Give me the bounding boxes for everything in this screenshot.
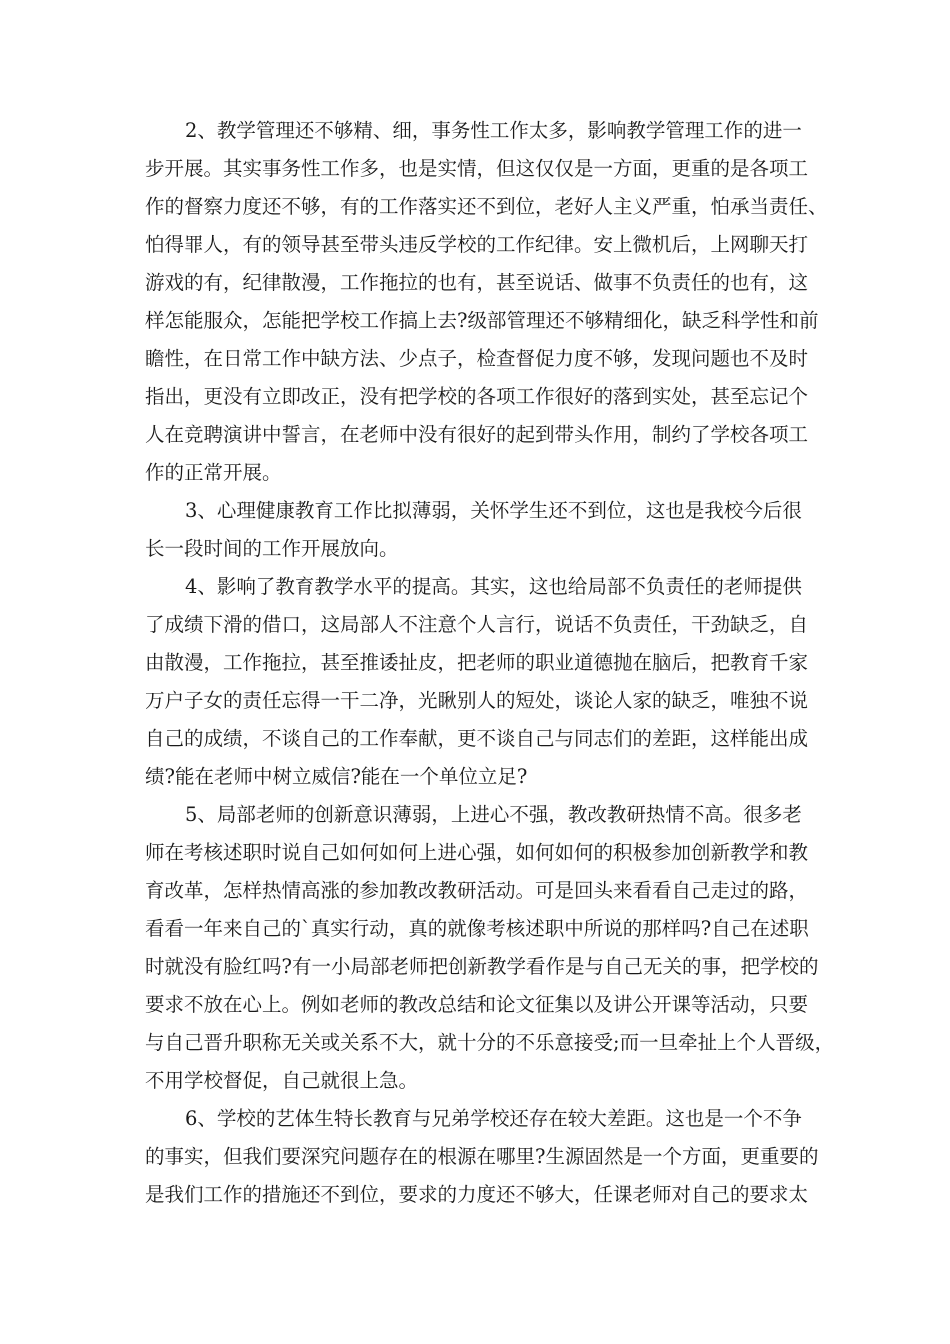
paragraph-teaching-quality (145, 568, 809, 796)
text-line: 3、心理健康教育工作比拟薄弱，关怀学生还不到位，这也是我校今后很 (185, 499, 802, 522)
text-line: 自己的成绩，不谈自己的工作奉献，更不谈自己与同志们的差距，这样能出成 (145, 727, 809, 750)
text-line: 万户子女的责任忘得一干二净，光瞅别人的短处，谈论人家的缺乏，唯独不说 (145, 689, 809, 712)
text-line: 游戏的有，纪律散漫，工作拖拉的也有，甚至说话、做事不负责任的也有，这 (145, 271, 809, 294)
text-line: 6、学校的艺体生特长教育与兄弟学校还存在较大差距。这也是一个不争 (185, 1107, 802, 1130)
text-line: 指出，更没有立即改正，没有把学校的各项工作很好的落到实处，甚至忘记个 (145, 385, 809, 408)
text-line: 长一段时间的工作开展放向。 (145, 537, 399, 560)
text-line: 是我们工作的措施还不到位，要求的力度还不够大，任课老师对自己的要求太 (145, 1183, 809, 1206)
text-line: 人在竞聘演讲中誓言，在老师中没有很好的起到带头作用，制约了学校各项工 (145, 423, 809, 446)
paragraph-arts-sports (145, 1100, 819, 1214)
paragraph-innovation (145, 796, 835, 1100)
text-line: 看看一年来自己的`真实行动，真的就像考核述职中所说的那样吗?自己在述职 (145, 917, 809, 940)
text-line: 5、局部老师的创新意识薄弱，上进心不强，教改教研热情不高。很多老 (185, 803, 802, 826)
paragraph-teaching-management (145, 112, 828, 492)
text-line: 步开展。其实事务性工作多，也是实情，但这仅仅是一方面，更重的是各项工 (145, 157, 809, 180)
text-line: 育改革，怎样热情高涨的参加教改教研活动。可是回头来看看自己走过的路， (145, 879, 809, 902)
text-line: 瞻性，在日常工作中缺方法、少点子，检查督促力度不够，发现问题也不及时 (145, 347, 809, 370)
document-page (145, 112, 835, 1214)
text-line: 作的督察力度还不够，有的工作落实还不到位，老好人主义严重，怕承当责任、 (145, 195, 828, 218)
text-line: 时就没有脸红吗?有一小局部老师把创新教学看作是与自己无关的事，把学校的 (145, 955, 819, 978)
text-line: 样怎能服众，怎能把学校工作搞上去?级部管理还不够精细化，缺乏科学性和前 (145, 309, 819, 332)
text-line: 师在考核述职时说自己如何如何上进心强，如何如何的积极参加创新教学和教 (145, 841, 809, 864)
text-line: 2、教学管理还不够精、细，事务性工作太多，影响教学管理工作的进一 (185, 119, 802, 142)
text-line: 4、影响了教育教学水平的提高。其实，这也给局部不负责任的老师提供 (185, 575, 802, 598)
text-line: 作的正常开展。 (145, 461, 282, 484)
text-line: 的事实，但我们要深究问题存在的根源在哪里?生源固然是一个方面，更重要的 (145, 1145, 819, 1168)
text-line: 不用学校督促，自己就很上急。 (145, 1069, 419, 1092)
text-line: 了成绩下滑的借口，这局部人不注意个人言行，说话不负责任，干劲缺乏，自 (145, 613, 809, 636)
text-line: 要求不放在心上。例如老师的教改总结和论文征集以及讲公开课等活动，只要 (145, 993, 809, 1016)
text-line: 怕得罪人，有的领导甚至带头违反学校的工作纪律。安上微机后，上网聊天打 (145, 233, 809, 256)
text-line: 由散漫，工作拖拉，甚至推诿扯皮，把老师的职业道德抛在脑后，把教育千家 (145, 651, 809, 674)
text-line: 与自己晋升职称无关或关系不大，就十分的不乐意接受;而一旦牵扯上个人晋级， (145, 1031, 835, 1054)
text-line: 绩?能在老师中树立威信?能在一个单位立足? (145, 765, 528, 788)
paragraph-mental-health (145, 492, 802, 568)
